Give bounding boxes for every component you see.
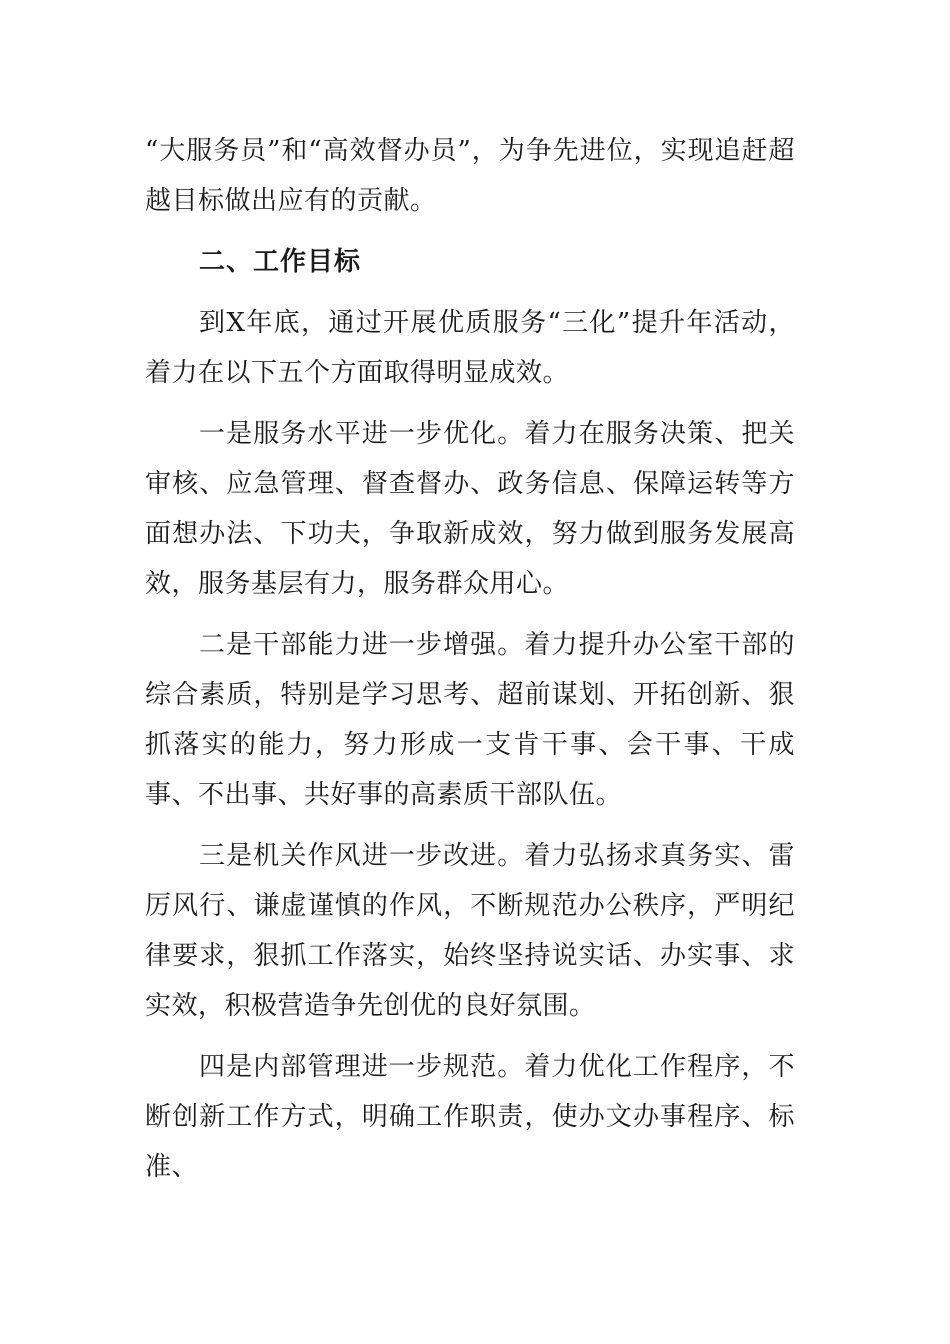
paragraph-goal-internal-management: 四是内部管理进一步规范。着力优化工作程序，不断创新工作方式，明确工作职责，使办文办事程序、标准、 bbox=[145, 1052, 795, 1182]
paragraph-goal-service-level: 一是服务水平进一步优化。着力在服务决策、把关审核、应急管理、督查督办、政务信息、保障运转等方面想办法、下功夫，争取新成效，努力做到服务发展高效，服务基层有力，服务群众用心。 bbox=[145, 419, 795, 599]
paragraph-goal-cadre-ability: 二是干部能力进一步增强。着力提升办公室干部的综合素质，特别是学习思考、超前谋划、开拓创新、狠抓落实的能力，努力形成一支肯干事、会干事、干成事、不出事、共好事的高素质干部队伍。 bbox=[145, 630, 795, 810]
paragraph-goal-work-style: 三是机关作风进一步改进。着力弘扬求真务实、雷厉风行、谦虚谨慎的作风，不断规范办公秩序，严明纪律要求，狠抓工作落实，始终坚持说实话、办实事、求实效，积极营造争先创优的良好氛围。 bbox=[145, 841, 795, 1021]
paragraph-intro-continuation: “大服务员”和“高效督办员”，为争先进位，实现追赶超越目标做出应有的贡献。 bbox=[145, 136, 795, 216]
document-body bbox=[145, 126, 795, 1203]
paragraph-goals-overview: 到X年底，通过开展优质服务“三化”提升年活动，着力在以下五个方面取得明显成效。 bbox=[145, 308, 795, 388]
section-heading-work-goals: 二、工作目标 bbox=[199, 247, 362, 277]
